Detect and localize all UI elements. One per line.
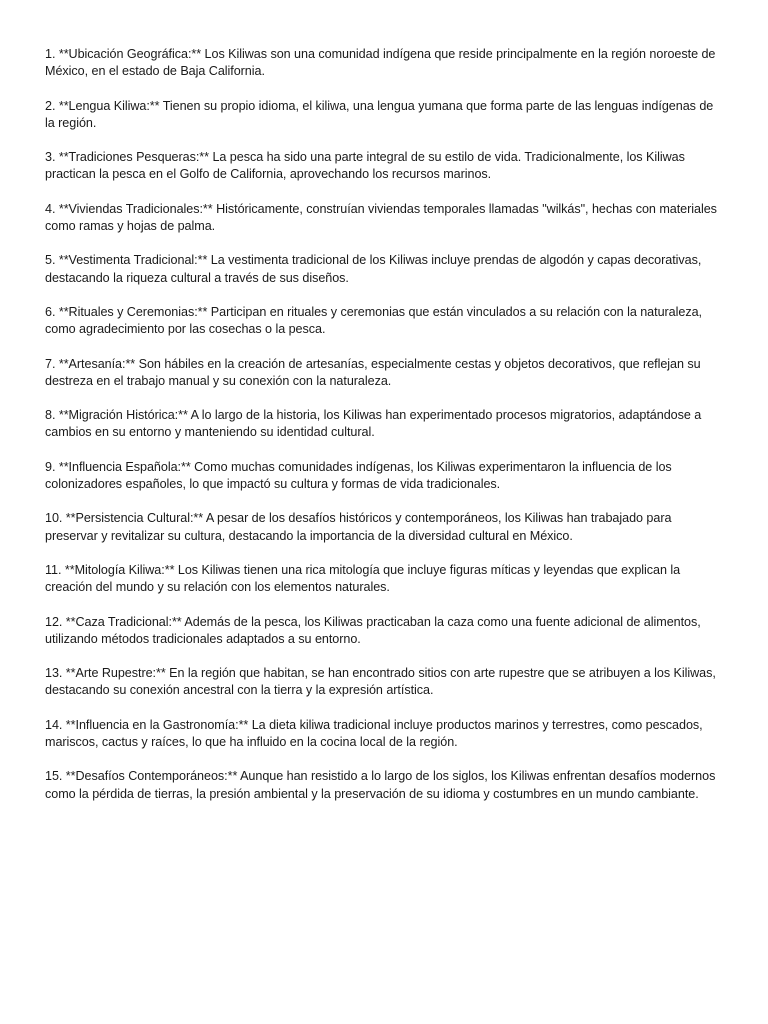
- list-item: 4. **Viviendas Tradicionales:** Históricamente, construían viviendas temporales llamadas "wilkás", hechas con materiales como ramas y hojas de palma.: [45, 201, 717, 233]
- list-item: 1. **Ubicación Geográfica:** Los Kiliwas son una comunidad indígena que reside principalmente en la región noroeste de México, en el estado de Baja California.: [45, 47, 716, 79]
- document-body: [45, 46, 725, 820]
- list-item: 13. **Arte Rupestre:** En la región que habitan, se han encontrado sitios con arte rupestre que se atribuyen a los Kiliwas, destacando su conexión ancestral con la tierra y la expresión artística.: [45, 666, 716, 698]
- list-item: 9. **Influencia Española:** Como muchas comunidades indígenas, los Kiliwas experimentaron la influencia de los colonizadores españoles, lo que impactó su cultura y formas de vida tradicionales.: [45, 459, 672, 491]
- list-item: 8. **Migración Histórica:** A lo largo de la historia, los Kiliwas han experimentado procesos migratorios, adaptándose a cambios en su entorno y manteniendo su identidad cultural.: [45, 408, 702, 440]
- list-item: 7. **Artesanía:** Son hábiles en la creación de artesanías, especialmente cestas y objetos decorativos, que reflejan su destreza en el trabajo manual y su conexión con la naturaleza.: [45, 356, 701, 388]
- list-item: 15. **Desafíos Contemporáneos:** Aunque han resistido a lo largo de los siglos, los Kiliwas enfrentan desafíos modernos como la pérdida de tierras, la presión ambiental y la preservación de su idioma y costumbres en un mundo cambiante.: [45, 769, 716, 801]
- list-item: 6. **Rituales y Ceremonias:** Participan en rituales y ceremonias que están vinculados a su relación con la naturaleza, como agradecimiento por las cosechas o la pesca.: [45, 304, 702, 337]
- list-item: 10. **Persistencia Cultural:** A pesar de los desafíos históricos y contemporáneos, los Kiliwas han trabajado para preservar y revitalizar su cultura, destacando la importancia de la diversidad cultural en México.: [45, 511, 672, 543]
- list-item: 12. **Caza Tradicional:** Además de la pesca, los Kiliwas practicaban la caza como una fuente adicional de alimentos, utilizando métodos tradicionales adaptados a su entorno.: [45, 614, 701, 646]
- list-item: 5. **Vestimenta Tradicional:** La vestimenta tradicional de los Kiliwas incluye prendas de algodón y capas decorativas, destacando la riqueza cultural a través de sus diseños.: [45, 253, 702, 285]
- list-item: 2. **Lengua Kiliwa:** Tienen su propio idioma, el kiliwa, una lengua yumana que forma parte de las lenguas indígenas de la región.: [45, 98, 714, 130]
- list-item: 3. **Tradiciones Pesqueras:** La pesca ha sido una parte integral de su estilo de vida. Tradicionalmente, los Kiliwas practican la pesca en el Golfo de California, aprovechando los recursos marinos.: [45, 150, 685, 182]
- list-item: 11. **Mitología Kiliwa:** Los Kiliwas tienen una rica mitología que incluye figuras míticas y leyendas que explican la creación del mundo y su relación con los elementos naturales.: [45, 562, 681, 595]
- list-item: 14. **Influencia en la Gastronomía:** La dieta kiliwa tradicional incluye productos marinos y terrestres, como pescados, mariscos, cactus y raíces, lo que ha influido en la cocina local de la región.: [45, 717, 703, 749]
